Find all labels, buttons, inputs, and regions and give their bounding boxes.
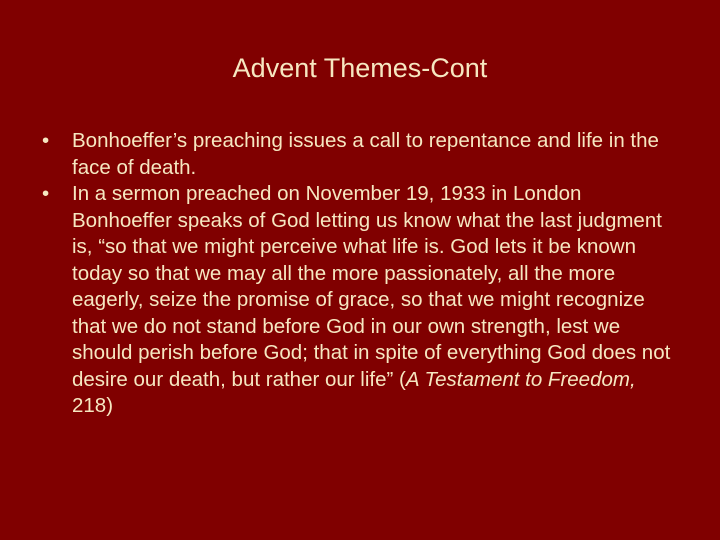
bullet-list — [42, 128, 682, 420]
citation-page: 218) — [72, 394, 114, 417]
bullet-text: Bonhoeffer’s preaching issues a call to repentance and life in the face of death. — [72, 129, 659, 179]
bullet-icon: • — [42, 182, 50, 205]
bullet-item-repentance — [42, 128, 682, 181]
slide-title: Advent Themes-Cont — [232, 53, 488, 83]
bullet-icon: • — [42, 129, 50, 152]
bullet-item-sermon — [42, 181, 682, 420]
bullet-text: In a sermon preached on November 19, 1933 in London Bonhoeffer speaks of God letting us know what the last judgment is, “so that we might perceive what life is. God lets it be known today so that we may all the more passionately, all the more eagerly, seize the promise of grace, so that we might recognize that we do not stand before God in our own strength, lest we should perish before God; that in spite of everything God does not desire our death, but rather our life” ( — [72, 182, 671, 391]
citation-title: A Testament to Freedom, — [405, 367, 636, 391]
